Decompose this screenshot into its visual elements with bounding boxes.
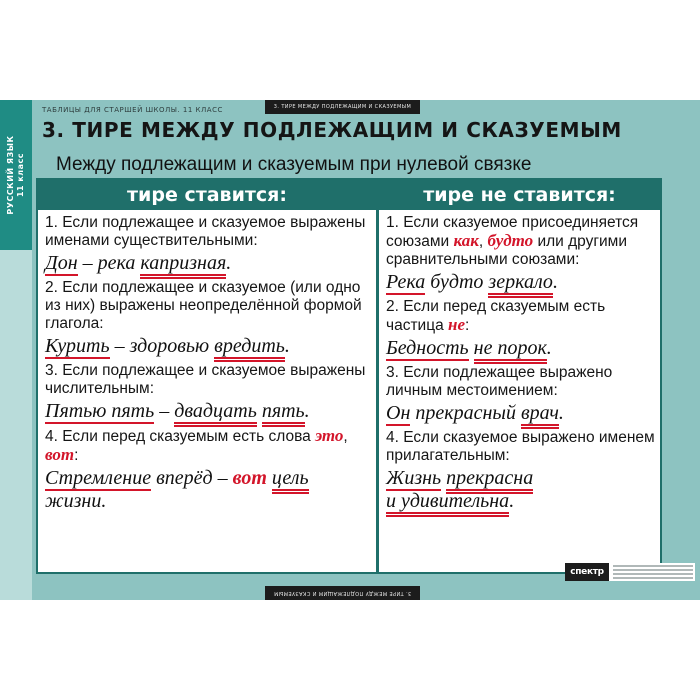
period: . <box>509 490 515 512</box>
colon: : <box>74 447 79 464</box>
rule-left-1: 1. Если подлежащее и сказуемое выражены именами существительными: <box>45 214 366 249</box>
dash: – <box>109 335 130 357</box>
highlight-word: вот <box>232 467 267 489</box>
subject-word: Жизнь <box>386 467 442 489</box>
example-left-2 <box>45 335 373 358</box>
publisher-logo <box>565 563 609 581</box>
rule-right-3: 3. Если подлежащее выражено личным местоимением: <box>386 364 613 399</box>
column-divider <box>376 180 379 572</box>
rule-right-4: 4. Если сказуемое выражено именем прилагательным: <box>386 429 655 464</box>
rule-left-2: 2. Если подлежащее и сказуемое (или одно из них) выражены неопределённой формой глагола: <box>45 279 362 332</box>
object-word: здоровью <box>129 335 210 357</box>
subject-word: Пятью пять <box>45 400 155 422</box>
rule-text: или другими сравнительными союзами: <box>386 233 627 268</box>
predicate-word: капризная <box>140 252 226 279</box>
fine-print <box>613 565 693 581</box>
conjunction-word: будто <box>430 271 484 293</box>
subject-word: Бедность <box>386 337 469 359</box>
object-word: жизни <box>45 490 102 512</box>
modifier-word: прекрасный <box>415 402 516 424</box>
publisher-block <box>565 563 695 581</box>
colon: : <box>465 317 470 334</box>
page-subtitle: Между подлежащим и сказуемым при нулевой связке <box>56 154 532 175</box>
top-band-text: 3. ТИРЕ МЕЖДУ ПОДЛЕЖАЩИМ И СКАЗУЕМЫМ <box>273 104 412 110</box>
subject-label <box>6 135 26 214</box>
predicate-word: зеркало <box>488 271 553 298</box>
modifier-word: вперёд <box>156 467 213 489</box>
bottom-band-text: 3. ТИРЕ МЕЖДУ ПОДЛЕЖАЩИМ И СКАЗУЕМЫМ <box>273 590 412 596</box>
heading-dash-not-placed: тире не ставится: <box>379 180 660 210</box>
page-title: 3. ТИРЕ МЕЖДУ ПОДЛЕЖАЩИМ И СКАЗУЕМЫМ <box>42 118 622 142</box>
predicate-word: цель <box>272 467 309 494</box>
predicate-word: и удивительна <box>386 490 509 517</box>
highlight-word: как <box>453 231 479 250</box>
subject-word: Стремление <box>45 467 152 489</box>
comma: , <box>343 428 348 445</box>
bottom-band <box>265 586 420 600</box>
predicate-word: река <box>97 252 136 274</box>
dash: – <box>212 467 233 489</box>
period: . <box>546 337 552 359</box>
rule-left-3: 3. Если подлежащее и сказуемое выражены числительным: <box>45 362 366 397</box>
poster <box>0 100 700 600</box>
predicate-word: не порок <box>474 337 547 364</box>
highlight-word: не <box>448 315 465 334</box>
rule-text: 4. Если перед сказуемым есть слова <box>45 428 311 445</box>
period: . <box>226 252 232 274</box>
subject-word: Дон <box>45 252 78 274</box>
series-label: ТАБЛИЦЫ ДЛЯ СТАРШЕЙ ШКОЛЫ. 11 КЛАСС <box>42 106 223 114</box>
predicate-word: прекрасна <box>446 467 533 494</box>
example-right-2 <box>386 337 658 360</box>
rule-text: 1. Если сказуемое присоединяется союзами <box>386 214 639 250</box>
rule-right-1 <box>386 214 658 269</box>
subject-word: Курить <box>45 335 110 357</box>
rule-text: 2. Если перед сказуемым есть частица <box>386 298 606 334</box>
example-right-1 <box>386 271 658 294</box>
example-right-3 <box>386 402 658 425</box>
example-left-4 <box>45 467 373 513</box>
predicate-word: двадцать <box>174 400 257 427</box>
highlight-word: вот <box>45 445 75 464</box>
period: . <box>304 400 310 422</box>
rule-right-2 <box>386 298 658 335</box>
right-column <box>386 214 658 517</box>
highlight-word: будто <box>487 231 534 250</box>
highlight-word: это <box>315 426 344 445</box>
rule-left-4 <box>45 427 373 465</box>
comma: , <box>478 233 488 250</box>
dash: – <box>77 252 98 274</box>
subject-tab <box>0 100 32 250</box>
predicate-word: пять <box>262 400 305 427</box>
rules-table <box>36 178 662 574</box>
dash: – <box>154 400 175 422</box>
example-left-1 <box>45 252 373 275</box>
left-column <box>45 214 373 517</box>
period: . <box>284 335 290 357</box>
example-left-3 <box>45 400 373 423</box>
subject-text: РУССКИЙ ЯЗЫК <box>6 135 15 215</box>
grade-text: 11 класс <box>16 152 25 198</box>
period: . <box>558 402 564 424</box>
heading-dash-placed: тире ставится: <box>38 180 376 210</box>
example-right-4 <box>386 467 658 513</box>
top-band <box>265 100 420 114</box>
predicate-word: врач <box>521 402 559 429</box>
logo-text: спектр <box>570 567 604 577</box>
subject-word: Он <box>386 402 411 424</box>
subject-word: Река <box>386 271 426 293</box>
period: . <box>552 271 558 293</box>
predicate-word: вредить <box>214 335 285 362</box>
period: . <box>101 490 107 512</box>
